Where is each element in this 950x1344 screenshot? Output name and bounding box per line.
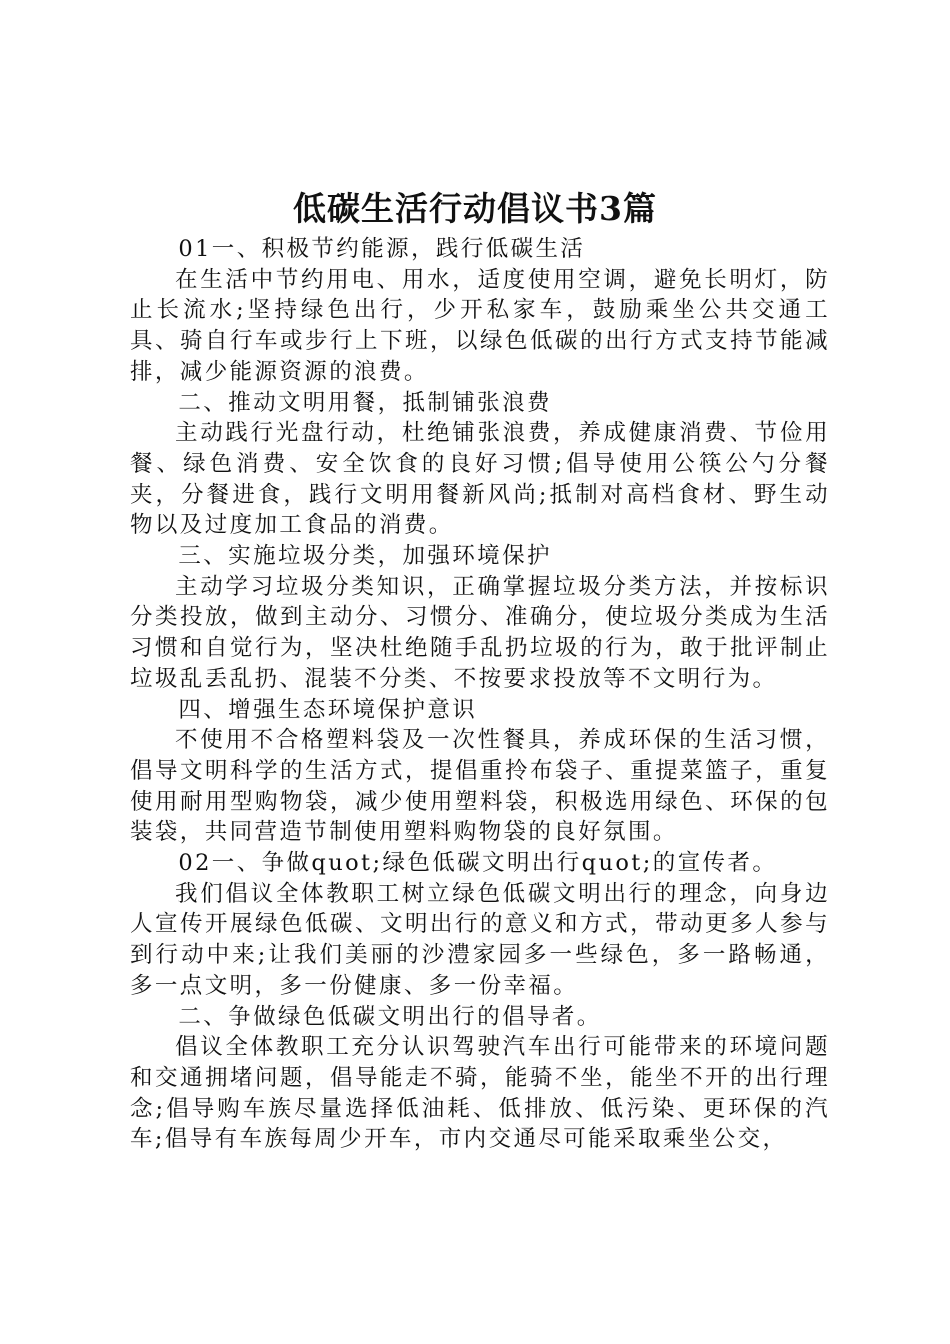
section-heading: 02一、争做quot;绿色低碳文明出行quot;的宣传者。 — [178, 850, 778, 877]
section-heading: 二、推动文明用餐，抵制铺张浪费 — [178, 389, 552, 416]
paragraph: 我们倡议全体教职工树立绿色低碳文明出行的理念，向身边人宣传开展绿色低碳、文明出行的意义和方式，带动更多人参与到行动中来;让我们美丽的沙澧家园多一些绿色，多一路畅通，多一点文明，多一份健康、多一份幸福。 — [130, 880, 830, 999]
paragraph: 倡议全体教职工充分认识驾驶汽车出行可能带来的环境问题和交通拥堵问题，倡导能走不骑，能骑不坐，能坐不开的出行理念;倡导购车族尽量选择低油耗、低排放、低污染、更环保的汽车;倡导有车族每周少开车，市内交通尽可能采取乘坐公交， — [130, 1034, 830, 1153]
paragraph: 主动践行光盘行动，杜绝铺张浪费，养成健康消费、节俭用餐、绿色消费、安全饮食的良好习惯;倡导使用公筷公勺分餐夹，分餐进食，践行文明用餐新风尚;抵制对高档食材、野生动物以及过度加工食品的消费。 — [130, 420, 830, 539]
document-body — [130, 234, 830, 1155]
section-heading: 四、增强生态环境保护意识 — [178, 696, 478, 723]
section-heading: 01一、积极节约能源，践行低碳生活 — [178, 236, 586, 262]
document-title: 低碳生活行动倡议书3篇 — [293, 189, 657, 228]
paragraph: 在生活中节约用电、用水，适度使用空调，避免长明灯，防止长流水;坚持绿色出行，少开私家车，鼓励乘坐公共交通工具、骑自行车或步行上下班，以绿色低碳的出行方式支持节能减排，减少能源资源的浪费。 — [130, 266, 830, 385]
section-heading: 二、争做绿色低碳文明出行的倡导者。 — [178, 1003, 602, 1030]
section-heading: 三、实施垃圾分类，加强环境保护 — [178, 543, 552, 570]
paragraph: 不使用不合格塑料袋及一次性餐具，养成环保的生活习惯，倡导文明科学的生活方式，提倡重拎布袋子、重提菜篮子，重复使用耐用型购物袋，减少使用塑料袋，积极选用绿色、环保的包装袋，共同营造节制使用塑料购物袋的良好氛围。 — [130, 727, 830, 846]
paragraph: 主动学习垃圾分类知识，正确掌握垃圾分类方法，并按标识分类投放，做到主动分、习惯分、准确分，使垃圾分类成为生活习惯和自觉行为，坚决杜绝随手乱扔垃圾的行为，敢于批评制止垃圾乱丢乱扔、混装不分类、不按要求投放等不文明行为。 — [130, 573, 830, 692]
